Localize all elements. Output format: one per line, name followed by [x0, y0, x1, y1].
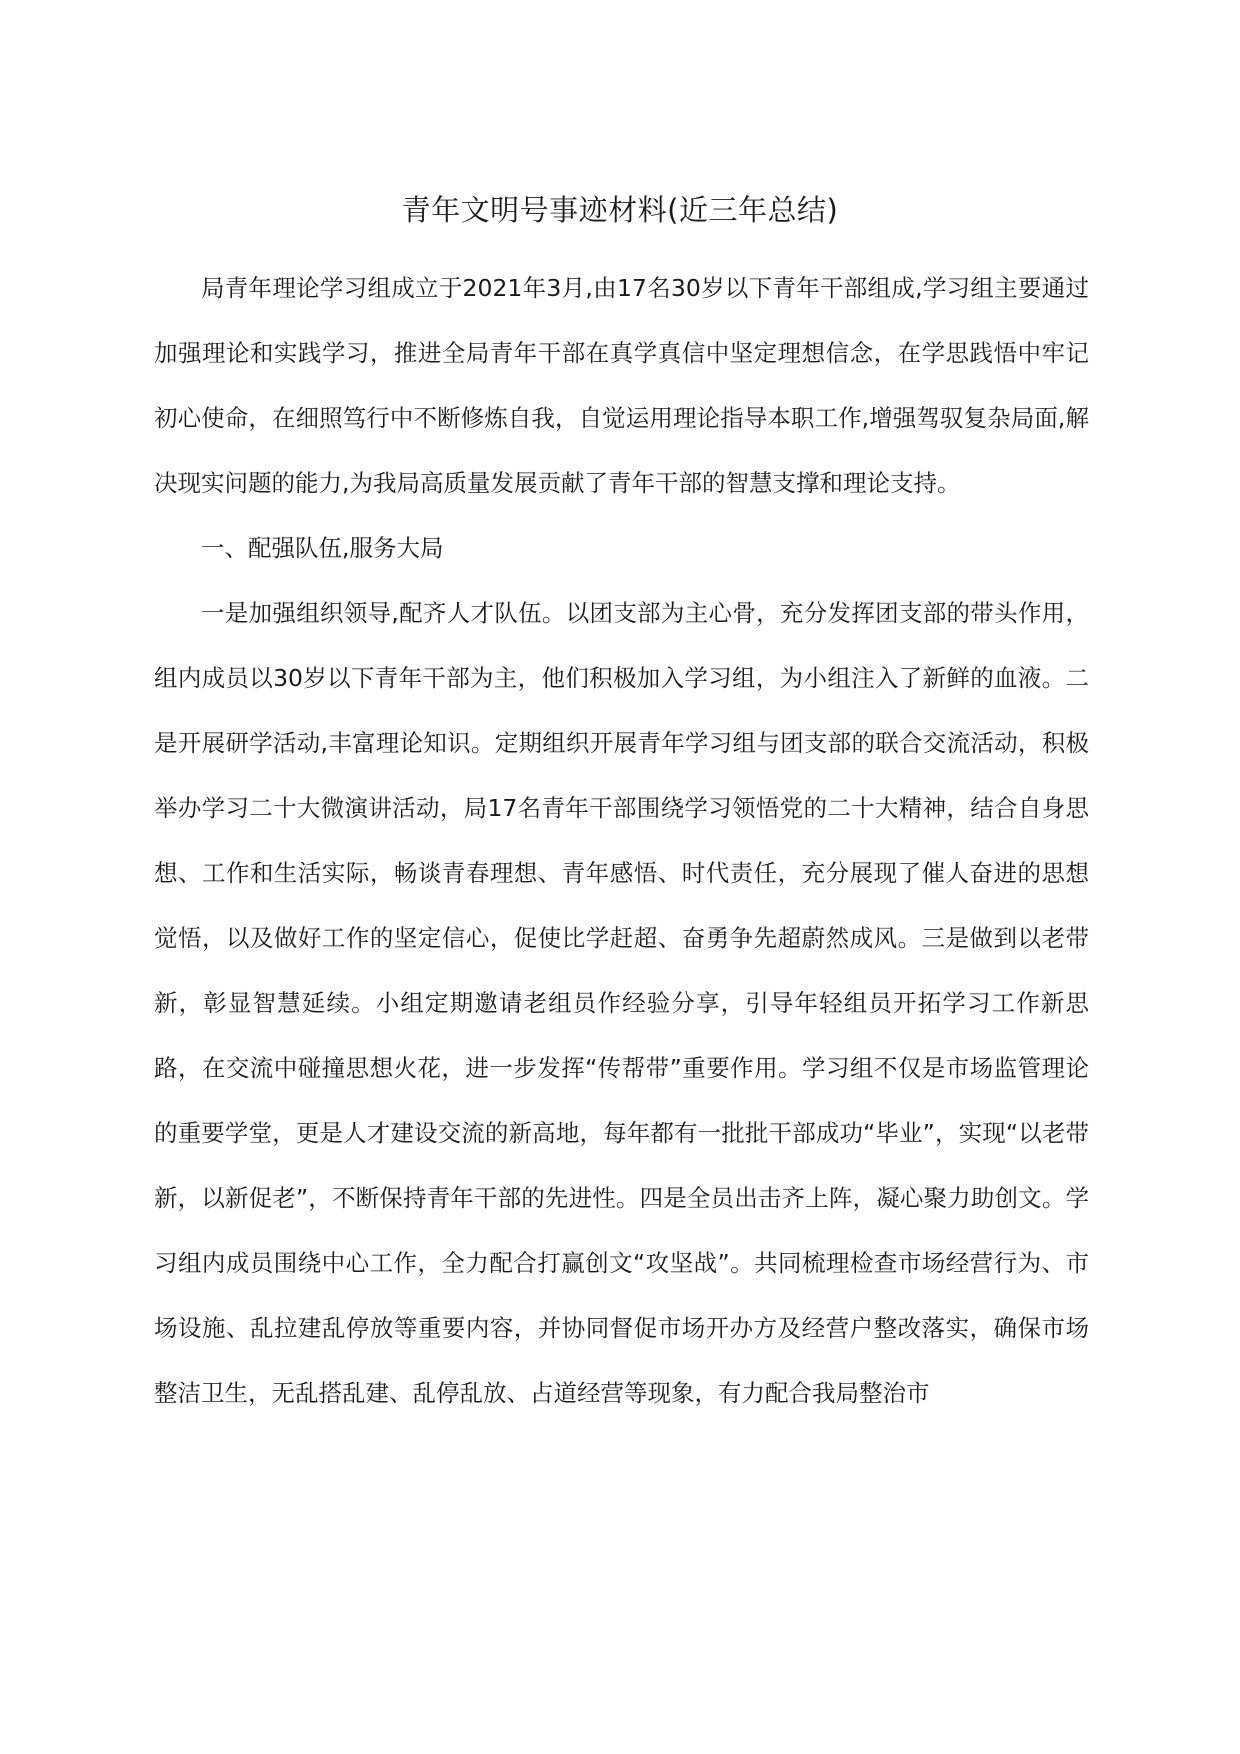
document-title: 青年文明号事迹材料(近三年总结) [401, 193, 839, 227]
section-heading-1: 一、配强队伍,服务大局 [201, 534, 444, 562]
document-body [154, 256, 1089, 1426]
paragraph-intro: 局青年理论学习组成立于2021年3月,由17名30岁以下青年干部组成,学习组主要通过加强理论和实践学习，推进全局青年干部在真学真信中坚定理想信念，在学思践悟中牢记初心使命，在细照笃行中不断修炼自我，自觉运用理论指导本职工作,增强驾驭复杂局面,解决现实问题的能力,为我局高质量发展贡献了青年干部的智慧支撑和理论支持。 [154, 274, 1089, 497]
paragraph-section-1: 一是加强组织领导,配齐人才队伍。以团支部为主心骨，充分发挥团支部的带头作用，组内成员以30岁以下青年干部为主，他们积极加入学习组，为小组注入了新鲜的血液。二是开展研学活动,丰富理论知识。定期组织开展青年学习组与团支部的联合交流活动，积极举办学习二十大微演讲活动，局17名青年干部围绕学习领悟党的二十大精神，结合自身思想、工作和生活实际，畅谈青春理想、青年感悟、时代责任，充分展现了催人奋进的思想觉悟，以及做好工作的坚定信心，促使比学赶超、奋勇争先超蔚然成风。三是做到以老带新，彰显智慧延续。小组定期邀请老组员作经验分享，引导年轻组员开拓学习工作新思路，在交流中碰撞思想火花，进一步发挥“传帮带”重要作用。学习组不仅是市场监管理论的重要学堂，更是人才建设交流的新高地，每年都有一批批干部成功“毕业”，实现“以老带新，以新促老”，不断保持青年干部的先进性。四是全员出击齐上阵，凝心聚力助创文。学习组内成员围绕中心工作，全力配合打赢创文“攻坚战”。共同梳理检查市场经营行为、市场设施、乱拉建乱停放等重要内容，并协同督促市场开办方及经营户整改落实，确保市场整洁卫生，无乱搭乱建、乱停乱放、占道经营等现象，有力配合我局整治市 [154, 599, 1089, 1407]
